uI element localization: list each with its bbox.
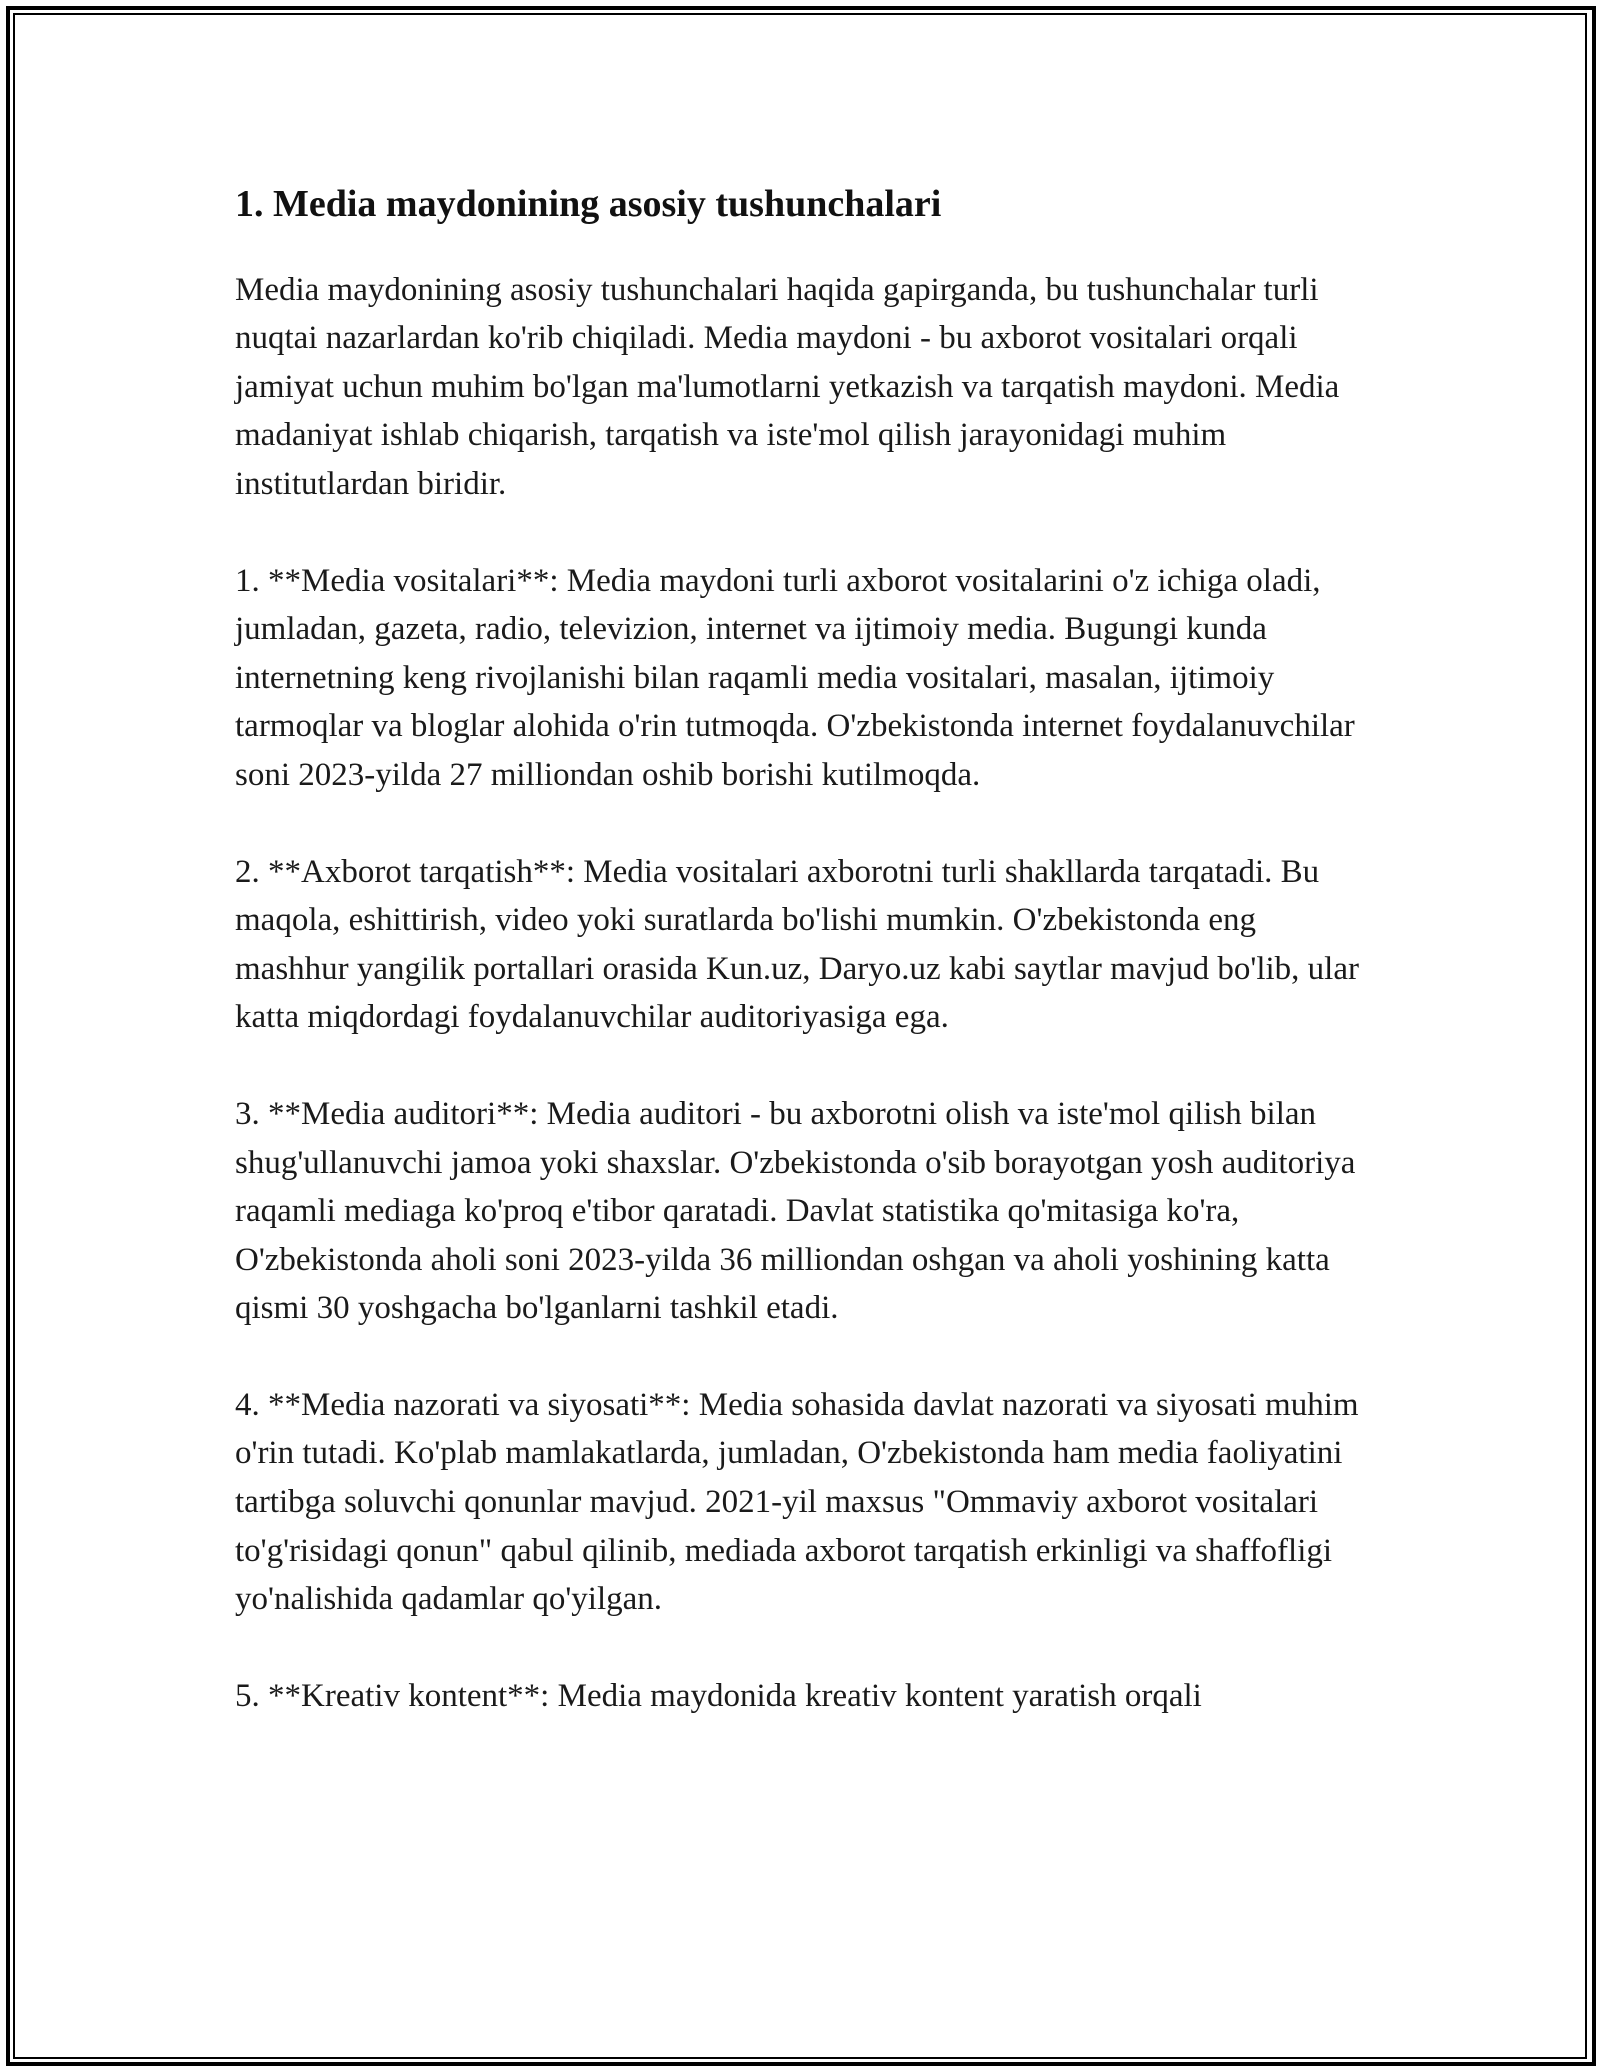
list-item-media-vositalari: 1. **Media vositalari**: Media maydoni turli axborot vositalarini o'z ichiga oladi, jumladan, gazeta, radio, televizion, internet va ijtimoiy media. Bugungi kunda internetning keng rivojlanishi bilan raqamli media vositalari, masalan, ijtimoiy tarmoqlar va bloglar alohida o'rin tutmoqda. O'zbekistonda internet foydalanuvchilar soni 2023-yilda 27 milliondan oshib borishi kutilmoqda. <box>235 562 1355 793</box>
document-body <box>235 182 1375 1768</box>
intro-paragraph: Media maydonining asosiy tushunchalari haqida gapirganda, bu tushunchalar turli nuqtai nazarlardan ko'rib chiqiladi. Media maydoni - bu axborot vositalari orqali jamiyat uchun muhim bo'lgan ma'lumotlarni yetkazish va tarqatish maydoni. Media madaniyat ishlab chiqarish, tarqatish va iste'mol qilish jarayonidagi muhim institutlardan biridir. <box>235 271 1340 502</box>
list-item-kreativ-kontent: 5. **Kreativ kontent**: Media maydonida kreativ kontent yaratish orqali <box>235 1677 1202 1714</box>
list-item-media-auditori: 3. **Media auditori**: Media auditori - bu axborotni olish va iste'mol qilish bilan shug'ullanuvchi jamoa yoki shaxslar. O'zbekistonda o'sib borayotgan yosh auditoriya raqamli mediaga ko'proq e'tibor qaratadi. Davlat statistika qo'mitasiga ko'ra, O'zbekistonda aholi soni 2023-yilda 36 milliondan oshgan va aholi yoshining katta qismi 30 yoshgacha bo'lganlarni tashkil etadi. <box>235 1095 1356 1327</box>
page-title: 1. Media maydonining asosiy tushunchalari <box>235 183 942 225</box>
list-item-axborot-tarqatish: 2. **Axborot tarqatish**: Media vositalari axborotni turli shakllarda tarqatadi. Bu maqola, eshittirish, video yoki suratlarda bo'lishi mumkin. O'zbekistonda eng mashhur yangilik portallari orasida Kun.uz, Daryo.uz kabi saytlar mavjud bo'lib, ular katta miqdordagi foydalanuvchilar auditoriyasiga ega. <box>235 853 1359 1036</box>
list-item-media-nazorati: 4. **Media nazorati va siyosati**: Media sohasida davlat nazorati va siyosati muhim o'rin tutadi. Ko'plab mamlakatlarda, jumladan, O'zbekistonda ham media faoliyatini tartibga soluvchi qonunlar mavjud. 2021-yil maxsus "Ommaviy axborot vositalari to'g'risidagi qonun" qabul qilinib, mediada axborot tarqatish erkinligi va shaffofligi yo'nalishida qadamlar qo'yilgan. <box>235 1386 1359 1618</box>
